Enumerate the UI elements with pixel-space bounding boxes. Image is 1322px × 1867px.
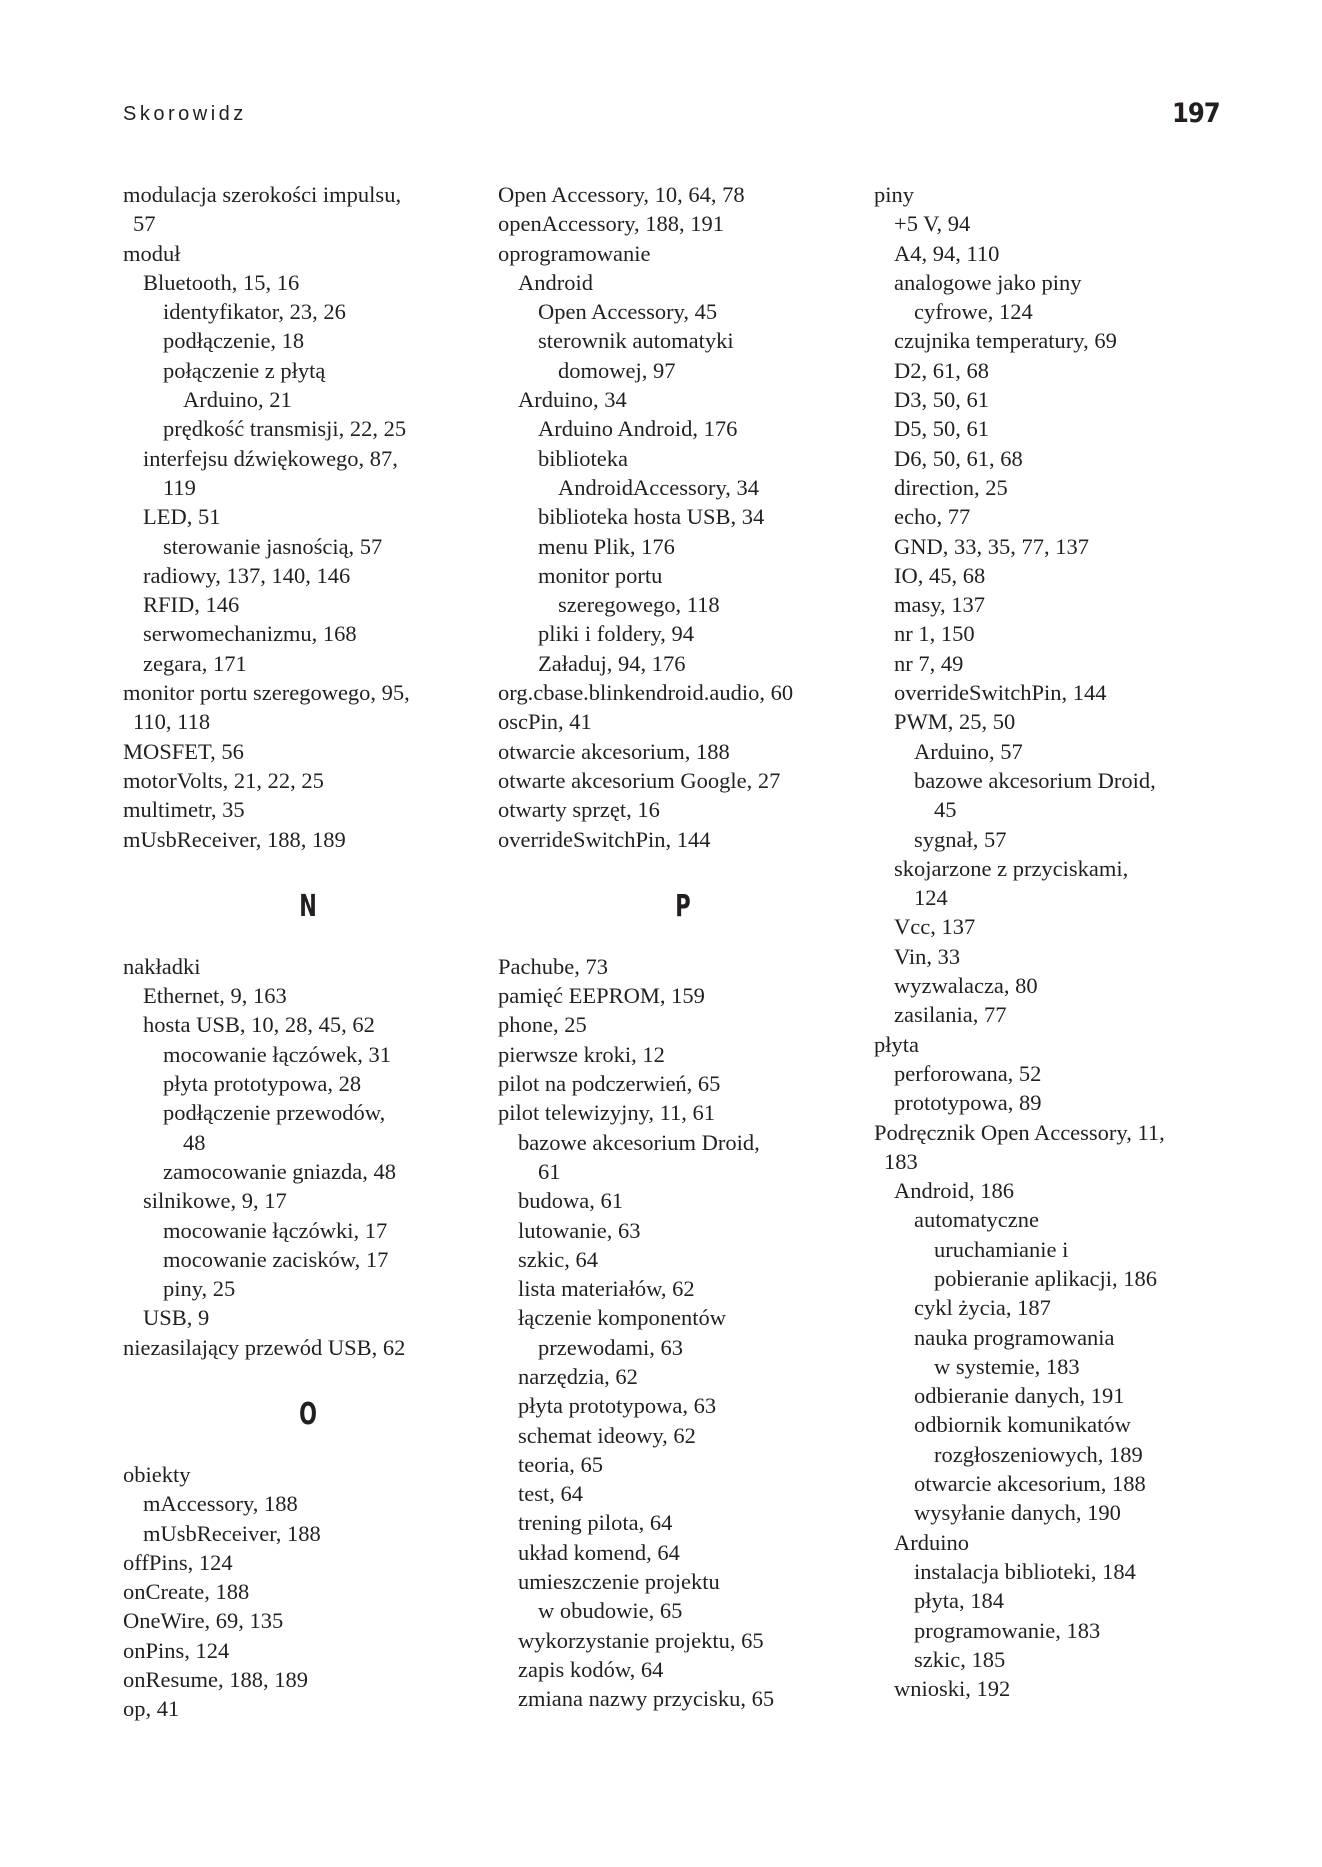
index-subentry: perforowana, 52 bbox=[894, 1060, 1042, 1086]
index-subentry: nr 1, 150 bbox=[894, 621, 975, 647]
index-subentry: D2, 61, 68 bbox=[894, 357, 989, 383]
index-subentry: układ komend, 64 bbox=[518, 1539, 680, 1565]
index-entry: Podręcznik Open Accessory, 11, bbox=[874, 1119, 1165, 1145]
index-subentry: 45 bbox=[934, 797, 957, 823]
index-entry: pilot na podczerwień, 65 bbox=[498, 1071, 721, 1097]
index-entry: otwarty sprzęt, 16 bbox=[498, 797, 660, 823]
index-entry: niezasilający przewód USB, 62 bbox=[123, 1334, 406, 1360]
index-entry: mUsbReceiver, 188, 189 bbox=[123, 826, 346, 852]
index-subentry: LED, 51 bbox=[143, 504, 221, 530]
index-subentry: płyta, 184 bbox=[914, 1588, 1004, 1614]
index-entry: OneWire, 69, 135 bbox=[123, 1608, 284, 1634]
index-subentry: Arduino, 34 bbox=[518, 387, 627, 413]
index-subentry: A4, 94, 110 bbox=[894, 240, 1000, 266]
index-entry: multimetr, 35 bbox=[123, 797, 245, 823]
index-subentry: piny, 25 bbox=[163, 1276, 236, 1302]
index-subentry: Vcc, 137 bbox=[894, 914, 976, 940]
index-column-3 bbox=[874, 180, 1244, 1703]
index-subentry: programowanie, 183 bbox=[914, 1617, 1101, 1643]
index-subentry: menu Plik, 176 bbox=[538, 533, 675, 559]
index-subentry: Arduino Android, 176 bbox=[538, 416, 738, 442]
index-subentry: Arduino, 21 bbox=[183, 387, 292, 413]
index-entry: offPins, 124 bbox=[123, 1549, 233, 1575]
index-subentry: wysyłanie danych, 190 bbox=[914, 1500, 1121, 1526]
index-subentry: budowa, 61 bbox=[518, 1188, 623, 1214]
index-subentry: podłączenie, 18 bbox=[163, 328, 305, 354]
index-entry: płyta bbox=[874, 1031, 919, 1057]
page-number: 197 bbox=[1172, 98, 1220, 129]
index-entry: op, 41 bbox=[123, 1696, 180, 1722]
index-subentry: prototypowa, 89 bbox=[894, 1090, 1042, 1116]
index-subentry: Open Accessory, 45 bbox=[538, 299, 718, 325]
index-subentry: radiowy, 137, 140, 146 bbox=[143, 562, 351, 588]
index-subentry: szkic, 64 bbox=[518, 1246, 598, 1272]
index-subentry: w systemie, 183 bbox=[934, 1353, 1080, 1379]
index-subentry: 48 bbox=[183, 1129, 206, 1155]
index-subentry: uruchamianie i bbox=[934, 1236, 1069, 1262]
index-subentry: odbieranie danych, 191 bbox=[914, 1383, 1125, 1409]
index-subentry: 110, 118 bbox=[133, 709, 211, 735]
index-subentry: IO, 45, 68 bbox=[894, 562, 986, 588]
index-subentry: szeregowego, 118 bbox=[558, 592, 720, 618]
index-subentry: zamocowanie gniazda, 48 bbox=[163, 1158, 397, 1184]
index-subentry: PWM, 25, 50 bbox=[894, 709, 1016, 735]
index-subentry: łączenie komponentów bbox=[518, 1305, 727, 1331]
index-subentry: GND, 33, 35, 77, 137 bbox=[894, 533, 1089, 559]
index-subentry: 124 bbox=[914, 885, 948, 911]
index-subentry: Arduino bbox=[894, 1529, 969, 1555]
index-subentry: mUsbReceiver, 188 bbox=[143, 1520, 321, 1546]
index-subentry: Arduino, 57 bbox=[914, 738, 1023, 764]
index-subentry: wnioski, 192 bbox=[894, 1676, 1011, 1702]
running-head: Skorowidz bbox=[123, 103, 247, 125]
index-entry: phone, 25 bbox=[498, 1012, 587, 1038]
index-subentry: bazowe akcesorium Droid, bbox=[914, 767, 1156, 793]
index-subentry: monitor portu bbox=[538, 562, 663, 588]
index-entry: otwarcie akcesorium, 188 bbox=[498, 738, 730, 764]
index-entry: openAccessory, 188, 191 bbox=[498, 211, 724, 237]
index-subentry: AndroidAccessory, 34 bbox=[558, 474, 759, 500]
index-subentry: bazowe akcesorium Droid, bbox=[518, 1129, 760, 1155]
index-subentry: cyfrowe, 124 bbox=[914, 299, 1033, 325]
index-subentry: sterowanie jasnością, 57 bbox=[163, 533, 383, 559]
index-subentry: sygnał, 57 bbox=[914, 826, 1007, 852]
index-column-2 bbox=[498, 180, 868, 1714]
index-subentry: interfejsu dźwiękowego, 87, bbox=[143, 445, 398, 471]
index-entry: piny bbox=[874, 182, 915, 207]
index-subentry: nauka programowania bbox=[914, 1324, 1115, 1350]
index-subentry: zapis kodów, 64 bbox=[518, 1656, 664, 1682]
index-subentry: identyfikator, 23, 26 bbox=[163, 299, 346, 325]
index-subentry: +5 V, 94 bbox=[894, 211, 971, 237]
index-subentry: Bluetooth, 15, 16 bbox=[143, 269, 300, 295]
index-subentry: teoria, 65 bbox=[518, 1451, 603, 1477]
index-subentry: pobieranie aplikacji, 186 bbox=[934, 1265, 1158, 1291]
index-entry: Open Accessory, 10, 64, 78 bbox=[498, 182, 745, 207]
index-subentry: skojarzone z przyciskami, bbox=[894, 855, 1129, 881]
index-subentry: w obudowie, 65 bbox=[538, 1598, 683, 1624]
index-subentry: płyta prototypowa, 28 bbox=[163, 1071, 362, 1097]
index-subentry: sterownik automatyki bbox=[538, 328, 734, 354]
index-subentry: cykl życia, 187 bbox=[914, 1295, 1051, 1321]
index-subentry: otwarcie akcesorium, 188 bbox=[914, 1471, 1146, 1497]
index-entry: oprogramowanie bbox=[498, 240, 651, 266]
index-subentry: 183 bbox=[884, 1148, 918, 1174]
index-column-1 bbox=[123, 180, 493, 1724]
index-subentry: odbiornik komunikatów bbox=[914, 1412, 1131, 1438]
index-subentry: rozgłoszeniowych, 189 bbox=[934, 1441, 1143, 1467]
index-entry: motorVolts, 21, 22, 25 bbox=[123, 767, 324, 793]
index-subentry: D6, 50, 61, 68 bbox=[894, 445, 1023, 471]
index-subentry: direction, 25 bbox=[894, 474, 1008, 500]
index-subentry: wykorzystanie projektu, 65 bbox=[518, 1627, 764, 1653]
index-subentry: zasilania, 77 bbox=[894, 1002, 1007, 1028]
index-entry: Pachube, 73 bbox=[498, 953, 608, 979]
index-subentry: Vin, 33 bbox=[894, 943, 961, 969]
index-subentry: analogowe jako piny bbox=[894, 269, 1082, 295]
index-entry: moduł bbox=[123, 240, 181, 266]
index-subentry: nr 7, 49 bbox=[894, 650, 964, 676]
index-subentry: biblioteka bbox=[538, 445, 628, 471]
index-subentry: mAccessory, 188 bbox=[143, 1491, 298, 1517]
index-subentry: hosta USB, 10, 28, 45, 62 bbox=[143, 1012, 375, 1038]
index-subentry: RFID, 146 bbox=[143, 592, 240, 618]
index-entry: otwarte akcesorium Google, 27 bbox=[498, 767, 781, 793]
index-subentry: podłączenie przewodów, bbox=[163, 1100, 386, 1126]
index-subentry: płyta prototypowa, 63 bbox=[518, 1393, 717, 1419]
index-subentry: połączenie z płytą bbox=[163, 357, 326, 383]
index-subentry: test, 64 bbox=[518, 1481, 583, 1507]
index-subentry: Załaduj, 94, 176 bbox=[538, 650, 686, 676]
index-entry: onPins, 124 bbox=[123, 1637, 230, 1663]
section-letter: P bbox=[675, 888, 691, 924]
index-subentry: serwomechanizmu, 168 bbox=[143, 621, 357, 647]
index-subentry: pliki i foldery, 94 bbox=[538, 621, 695, 647]
section-letter: N bbox=[299, 888, 317, 924]
index-entry: onCreate, 188 bbox=[123, 1579, 250, 1605]
index-subentry: D5, 50, 61 bbox=[894, 416, 989, 442]
index-entry: overrideSwitchPin, 144 bbox=[498, 826, 711, 852]
index-entry: pilot telewizyjny, 11, 61 bbox=[498, 1100, 716, 1126]
index-entry: org.cbase.blinkendroid.audio, 60 bbox=[498, 680, 794, 706]
index-entry: nakładki bbox=[123, 953, 201, 979]
index-subentry: mocowanie łączówek, 31 bbox=[163, 1041, 392, 1067]
index-subentry: overrideSwitchPin, 144 bbox=[894, 680, 1107, 706]
index-subentry: domowej, 97 bbox=[558, 357, 676, 383]
index-entry: oscPin, 41 bbox=[498, 709, 592, 735]
index-subentry: D3, 50, 61 bbox=[894, 387, 989, 413]
index-entry: pierwsze kroki, 12 bbox=[498, 1041, 665, 1067]
index-subentry: narzędzia, 62 bbox=[518, 1363, 638, 1389]
index-subentry: zmiana nazwy przycisku, 65 bbox=[518, 1686, 775, 1712]
index-subentry: trening pilota, 64 bbox=[518, 1510, 673, 1536]
index-subentry: lutowanie, 63 bbox=[518, 1217, 641, 1243]
index-subentry: mocowanie łączówki, 17 bbox=[163, 1217, 388, 1243]
index-entry: modulacja szerokości impulsu, bbox=[123, 182, 402, 207]
index-entry: obiekty bbox=[123, 1461, 191, 1487]
index-subentry: USB, 9 bbox=[143, 1305, 210, 1331]
index-subentry: masy, 137 bbox=[894, 592, 986, 618]
section-letter: O bbox=[299, 1396, 317, 1432]
index-subentry: czujnika temperatury, 69 bbox=[894, 328, 1117, 354]
index-subentry: przewodami, 63 bbox=[538, 1334, 683, 1360]
index-subentry: Android bbox=[518, 269, 593, 295]
index-subentry: wyzwalacza, 80 bbox=[894, 973, 1038, 999]
index-subentry: schemat ideowy, 62 bbox=[518, 1422, 696, 1448]
index-entry: onResume, 188, 189 bbox=[123, 1667, 308, 1693]
index-subentry: 119 bbox=[163, 474, 196, 500]
index-subentry: prędkość transmisji, 22, 25 bbox=[163, 416, 407, 442]
index-subentry: silnikowe, 9, 17 bbox=[143, 1188, 287, 1214]
index-subentry: Android, 186 bbox=[894, 1178, 1014, 1204]
index-subentry: 61 bbox=[538, 1158, 561, 1184]
index-subentry: automatyczne bbox=[914, 1207, 1039, 1233]
index-subentry: echo, 77 bbox=[894, 504, 971, 530]
index-subentry: Ethernet, 9, 163 bbox=[143, 983, 287, 1009]
index-subentry: lista materiałów, 62 bbox=[518, 1276, 695, 1302]
index-subentry: szkic, 185 bbox=[914, 1646, 1006, 1672]
index-entry: pamięć EEPROM, 159 bbox=[498, 983, 705, 1009]
index-entry: MOSFET, 56 bbox=[123, 738, 244, 764]
index-subentry: biblioteka hosta USB, 34 bbox=[538, 504, 765, 530]
index-subentry: mocowanie zacisków, 17 bbox=[163, 1246, 389, 1272]
index-subentry: 57 bbox=[133, 211, 156, 237]
index-entry: monitor portu szeregowego, 95, bbox=[123, 680, 410, 706]
index-subentry: instalacja biblioteki, 184 bbox=[914, 1558, 1136, 1584]
index-subentry: zegara, 171 bbox=[143, 650, 247, 676]
index-subentry: umieszczenie projektu bbox=[518, 1569, 720, 1595]
